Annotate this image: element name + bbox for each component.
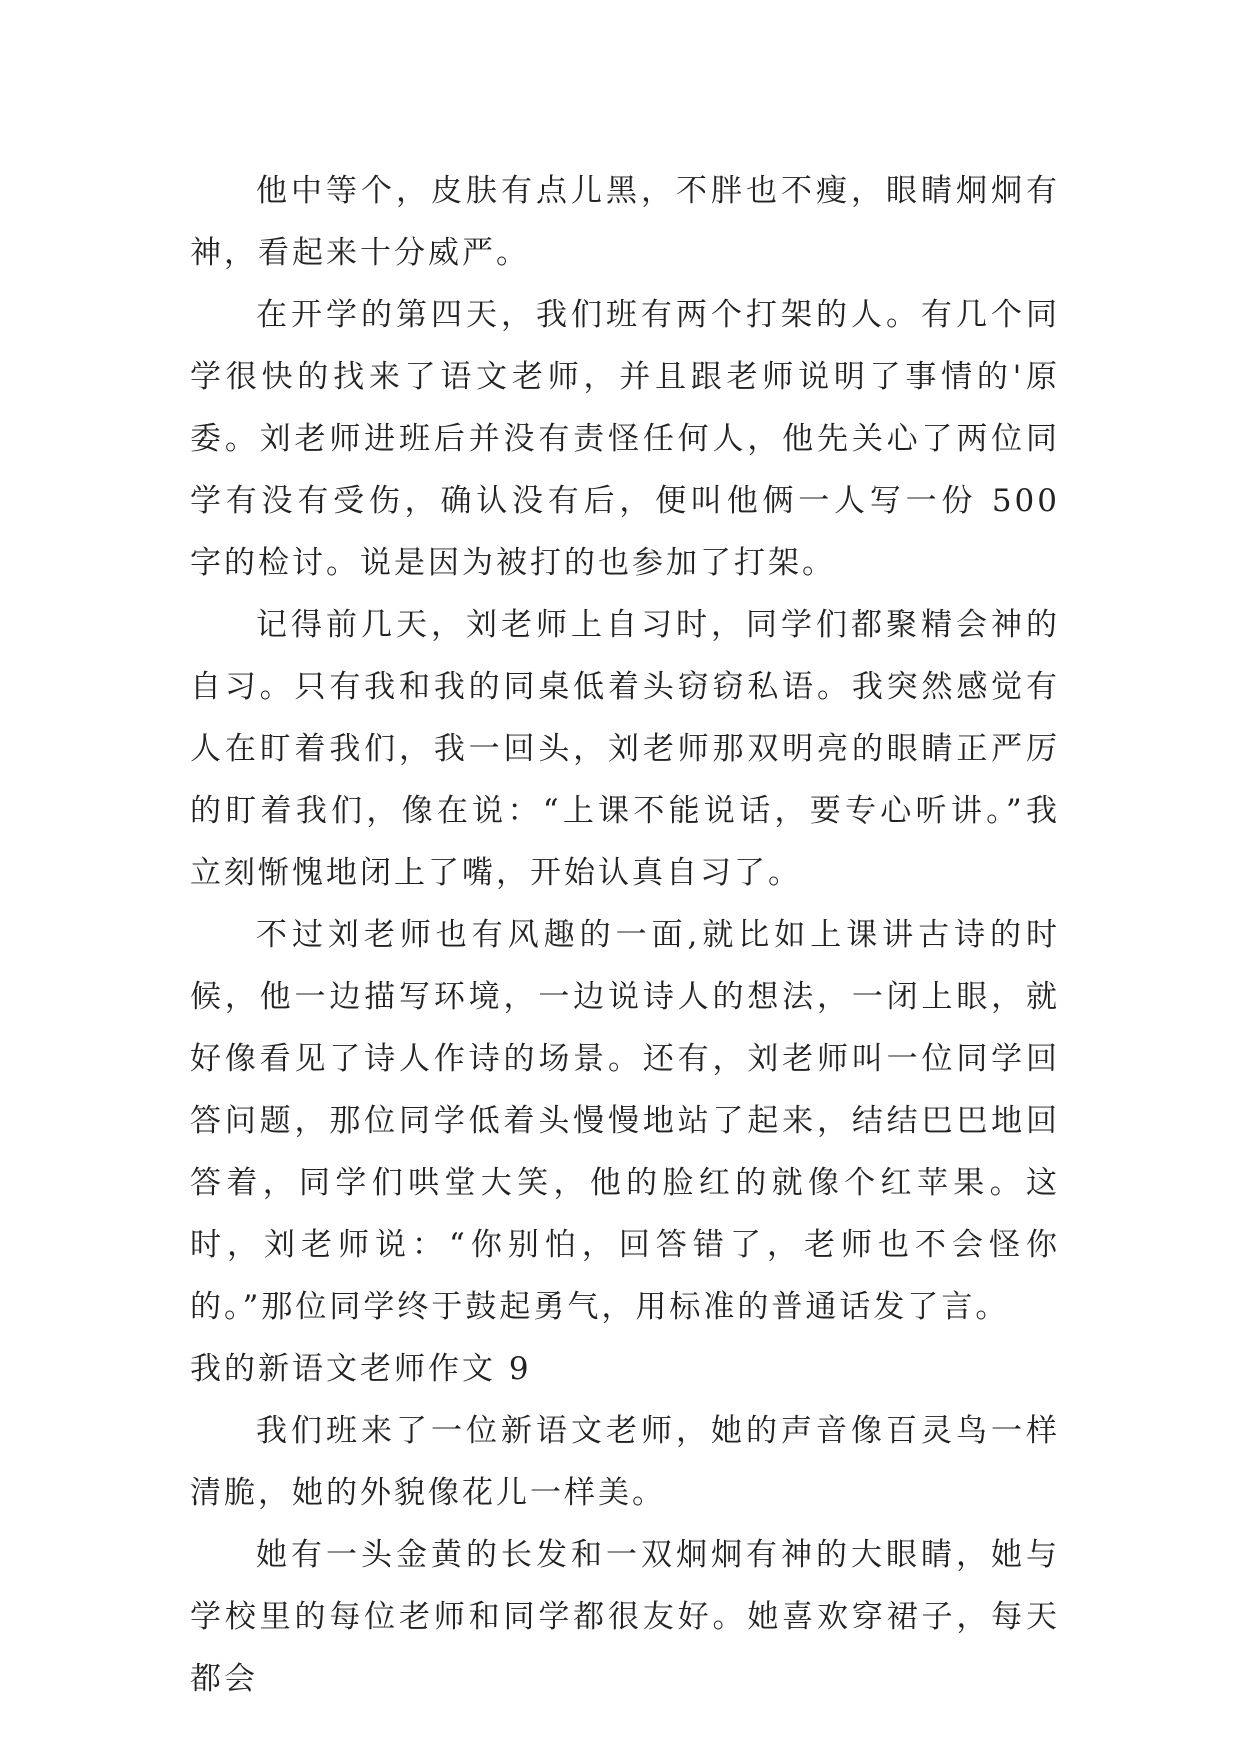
paragraph: 她有一头金黄的长发和一双炯炯有神的大眼睛，她与学校里的每位老师和同学都很友好。她喜欢穿裙子，每天都会 [190, 1537, 1060, 1697]
paragraph: 不过刘老师也有风趣的一面,就比如上课讲古诗的时候，他一边描写环境，一边说诗人的想法，一闭上眼，就好像看见了诗人作诗的场景。还有，刘老师叫一位同学回答问题，那位同学低着头慢慢地站了起来，结结巴巴地回答着，同学们哄堂大笑，他的脸红的就像个红苹果。这时，刘老师说：“你别怕，回答错了，老师也不会怪你的。”那位同学终于鼓起勇气，用标准的普通话发了言。 [190, 917, 1060, 1325]
section-title: 我的新语文老师作文 9 [190, 1351, 532, 1387]
paragraph: 记得前几天，刘老师上自习时，同学们都聚精会神的自习。只有我和我的同桌低着头窃窃私语。我突然感觉有人在盯着我们，我一回头，刘老师那双明亮的眼睛正严厉的盯着我们，像在说：“上课不能说话，要专心听讲。”我立刻惭愧地闭上了嘴，开始认真自习了。 [190, 607, 1060, 891]
paragraph: 他中等个，皮肤有点儿黑，不胖也不瘦，眼睛炯炯有神，看起来十分威严。 [190, 173, 1060, 271]
paragraph: 我们班来了一位新语文老师，她的声音像百灵鸟一样清脆，她的外貌像花儿一样美。 [190, 1413, 1060, 1511]
document-page [190, 160, 1060, 1710]
paragraph: 在开学的第四天，我们班有两个打架的人。有几个同学很快的找来了语文老师，并且跟老师说明了事情的'原委。刘老师进班后并没有责怪任何人，他先关心了两位同学有没有受伤，确认没有后，便叫他俩一人写一份 500 字的检讨。说是因为被打的也参加了打架。 [190, 297, 1060, 581]
